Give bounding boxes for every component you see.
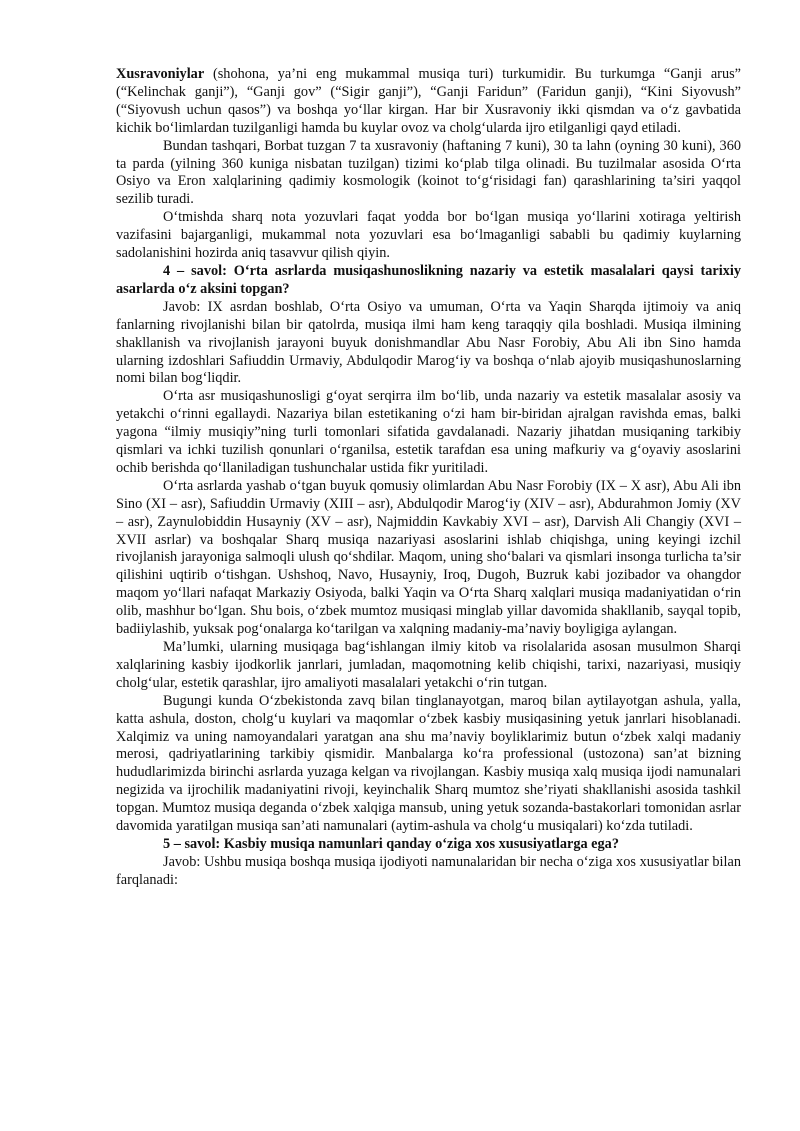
answer-4-paragraph-4: Ma’lumki, ularning musiqaga bagʻishlangan ilmiy kitob va risolalarida asosan musulmon Sharqi xalqlarining kasbiy ijodkorlik janrlari, jumladan, maqomotning kelib chiqishi, tarixi, nazariyasi, musiqiy cholgʻular, estetik qarashlar, ijro amaliyoti masalalari yetakchi oʻrin tutgan. [116, 639, 741, 691]
paragraph-text: (shohona, ya’ni eng mukammal musiqa turi) turkumidir. Bu turkumga “Ganji arus” (“Kelinchak ganji”), “Ganji gov” (“Sigir ganji”), “Ganji Faridun” (Faridun ganji), “Kini Siyovush” (“Siyovush uchun qasos”) va boshqa yoʻllar kirgan. Har bir Xusravoniy ikki qismdan va oʻz gavbatida kichik boʻlimlardan tuzilganligi hamda bu kuylar ovoz va cholgʻularda ijro etilganligi qayd etiladi. [116, 66, 741, 136]
term-xusravoniylar: Xusravoniylar [116, 66, 205, 82]
answer-4-paragraph-5: Bugungi kunda Oʻzbekistonda zavq bilan tinglanayotgan, maroq bilan aytilayotgan ashula, yalla, katta ashula, doston, cholgʻu kuylari va maqomlar oʻzbek kasbiy musiqasining yetuk janrlari hisoblanadi. Xalqimiz va uning namoyandalari yaratgan ana shu ma’naviy boyliklarimiz butun oʻzbek xalqi madaniy merosi, qadriyatlarining tarkibiy qismidir. Manbalarga koʻra professional (ustozona) san’at bizning hududlarimizda birinchi asrlarda yuzaga kelgan va rivojlangan. Kasbiy musiqa xalq musiqa ijodi namunalari negizida va ijrochilik madaniyatini rivoji, keyinchalik Sharq mumtoz she’riyati shakllanishi asosida tashkil topgan. Mumtoz musiqa deganda oʻzbek xalqiga mansub, uning yetuk sozanda-bastakorlari tomonidan asrlar davomida yaratilgan musiqa san’ati namunalari (aytim-ashula va cholgʻu musiqalari) koʻzda tutiladi. [116, 692, 741, 835]
paragraph-nota-yozuvlari: Oʻtmishda sharq nota yozuvlari faqat yodda bor boʻlgan musiqa yoʻllarini xotiraga yeltirish vazifasini bajarganligi, mukammal nota yozuvlari esa boʻlmaganligi sababli bu qadimiy kuylarning sadolanishini hozirda aniq tasavvur qilish qiyin. [116, 209, 741, 262]
question-5-heading: 5 – savol: Kasbiy musiqa namunlari qanday oʻziga xos xususiyatlarga ega? [163, 835, 619, 852]
answer-4-paragraph-3: Oʻrta asrlarda yashab oʻtgan buyuk qomusiy olimlardan Abu Nasr Forobiy (IX – X asr), Abu Ali ibn Sino (XI – asr), Safiuddin Urmaviy (XIII – asr), Abdulqodir Marogʻiy (XIV – asr), Abdurahmon Jomiy (XV – asr), Zaynulobiddin Husayniy (XV – asr), Najmiddin Kavkabiy XVI – asr), Darvish Ali Changiy (XVI – XVII asrlar) va boshqalar Sharq musiqa nazariyasi asoslarini ishlab chiqishga, uning keyingi izchil rivojlanish jarayoniga salmoqli ulush qoʻshdilar. Maqom, uning shoʻbalari va qismlari insonga turlicha ta’sir qilishini uqtirib oʻtishgan. Ushshoq, Navo, Husayniy, Iroq, Dugoh, Buzruk kabi jozibador va ohangdor maqom yoʻllari nafaqat Markaziy Osiyoda, balki Yaqin va Oʻrta Sharq xalqlari musiqa madaniyatidan oʻrin olib, mashhur boʻlgan. Shu bois, oʻzbek mumtoz musiqasi minglab yillar davomida shakllanib, sayqal topib, badiiylashib, yuksak pogʻonalarga koʻtarilgan va xalqning madaniy-ma’naviy boyligiga aylangan. [116, 477, 741, 638]
paragraph-xusravoniylar [116, 66, 741, 138]
question-4-heading: 4 – savol: Oʻrta asrlarda musiqashunoslikning nazariy va estetik masalalari qaysi tarixiy asarlarda oʻz aksini topgan? [116, 262, 741, 297]
answer-4-paragraph-1: Javob: IX asrdan boshlab, Oʻrta Osiyo va umuman, Oʻrta va Yaqin Sharqda ijtimoiy va aniq fanlarning rivojlanishi bilan bir qatolrda, musiqa ilmi ham keng taraqqiy qila boshladi. Musiqa ilmining shakllanish va rivojlanish jarayoni buyuk donishmandlar Abu Nasr Forobiy, Abu Ali ibn Sino hamda ularning izdoshlari Safiuddin Urmaviy, Abdulqodir Marogʻiy va boshqa oʻnlab ajoyib musiqashunoslarning nomi bilan bogʻliqdir. [116, 298, 741, 387]
paragraph-borbat: Bundan tashqari, Borbat tuzgan 7 ta xusravoniy (haftaning 7 kuni), 30 ta lahn (oyning 30 kuni), 360 ta parda (yilning 360 kuniga nisbatan tuzilgan) tizimi koʻplab tilga olinadi. Bu tuzilmalar asosida Oʻrta Osiyo va Eron xalqlarining qadimiy kosmologik (koinot toʻgʻrisidagi fan) qarashlarining ta’siri yaqqol sezilib turadi. [116, 137, 741, 208]
document-page [116, 66, 741, 890]
answer-4-paragraph-2: Oʻrta asr musiqashunosligi gʻoyat serqirra ilm boʻlib, unda nazariy va estetik masalalar asosiy va yetakchi oʻrinni egallaydi. Nazariya bilan estetikaning oʻzi ham bir-biridan ajralgan ravishda emas, balki yagona “ilmiy musiqiy”ning turli tomonlari sifatida gavdalanadi. Nazariy jihatdan musiqaning tarkibiy qismlari va ichki tuzilish qonunlari oʻrganilsa, estetik tarafdan esa uning mafkuriy va gʻoyaviy asoslarini ochib berishda qoʻllaniladigan tushunchalar ustida fikr yuritiladi. [116, 388, 741, 476]
answer-5-paragraph-1: Javob: Ushbu musiqa boshqa musiqa ijodiyoti namunalaridan bir necha oʻziga xos xususiyatlar bilan farqlanadi: [116, 853, 741, 888]
